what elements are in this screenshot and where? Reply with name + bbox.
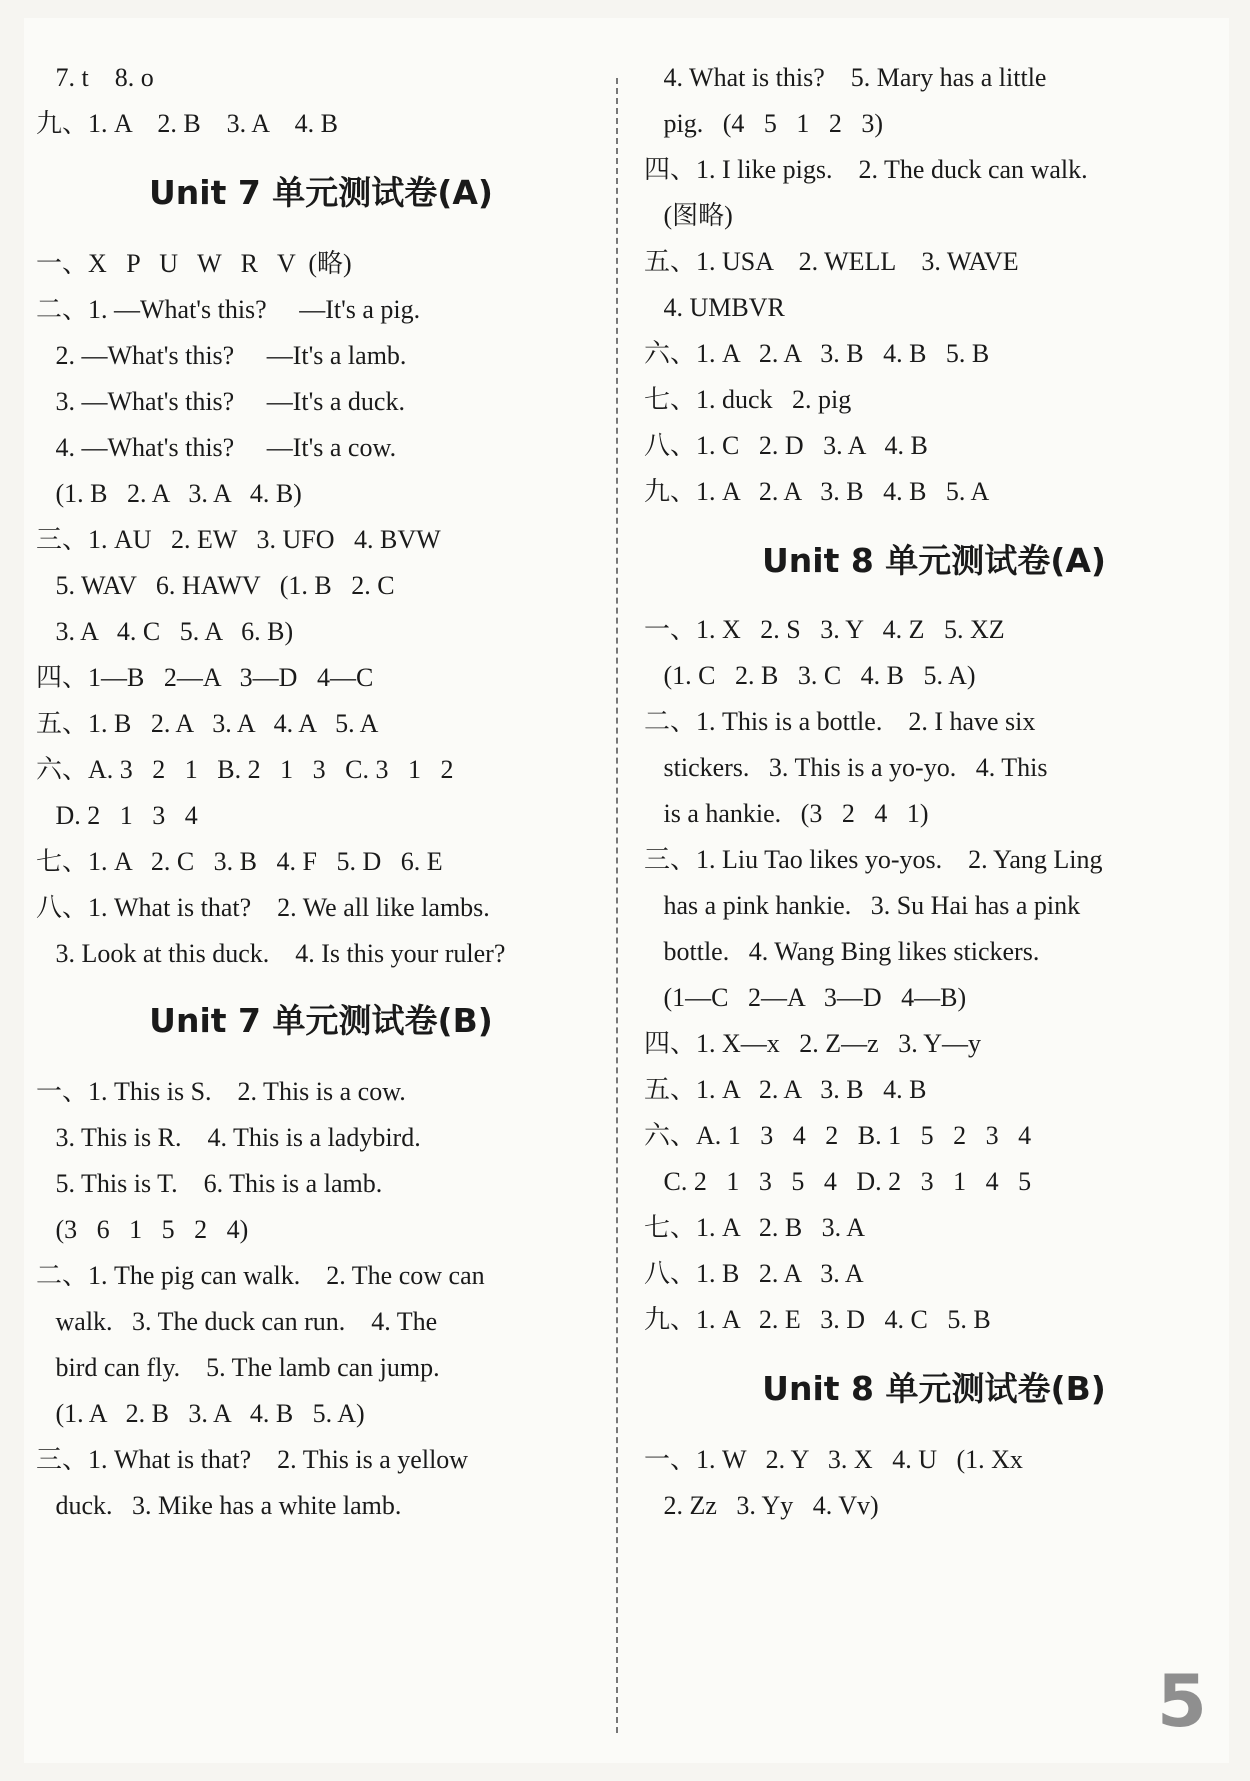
page-number: 5 [1156, 1659, 1207, 1743]
answer-line: 四、1—B 2—A 3—D 4—C [36, 663, 374, 692]
answer-line: 九、1. A 2. A 3. B 4. B 5. A [644, 477, 990, 506]
answer-line: duck. 3. Mike has a white lamb. [36, 1491, 402, 1520]
answer-line: 七、1. A 2. B 3. A [644, 1213, 866, 1242]
answer-line: 一、1. X 2. S 3. Y 4. Z 5. XZ [644, 615, 1005, 644]
answer-line: has a pink hankie. 3. Su Hai has a pink [644, 891, 1081, 920]
answer-line: 六、A. 3 2 1 B. 2 1 3 C. 3 1 2 [36, 755, 454, 784]
answer-line: 五、1. USA 2. WELL 3. WAVE [644, 247, 1019, 276]
answer-line: (1. A 2. B 3. A 4. B 5. A) [36, 1399, 365, 1428]
answer-line: 五、1. A 2. A 3. B 4. B [644, 1075, 927, 1104]
answer-line: 八、1. What is that? 2. We all like lambs. [36, 893, 490, 922]
answer-line: 5. This is T. 6. This is a lamb. [36, 1169, 383, 1198]
column-divider [616, 78, 618, 1733]
answer-line: 3. Look at this duck. 4. Is this your ruler? [36, 939, 506, 968]
answer-line: 一、1. This is S. 2. This is a cow. [36, 1077, 406, 1106]
answer-line: is a hankie. (3 2 4 1) [644, 799, 929, 828]
unit-heading: Unit 8 单元测试卷(B) [762, 1369, 1106, 1408]
answer-line: 3. A 4. C 5. A 6. B) [36, 617, 294, 646]
answer-line: C. 2 1 3 5 4 D. 2 3 1 4 5 [644, 1167, 1032, 1196]
answer-line: (1. C 2. B 3. C 4. B 5. A) [644, 661, 976, 690]
answer-line: 九、1. A 2. B 3. A 4. B [36, 109, 338, 138]
answer-line: 九、1. A 2. E 3. D 4. C 5. B [644, 1305, 991, 1334]
unit-heading: Unit 7 单元测试卷(A) [148, 173, 494, 212]
answer-line: D. 2 1 3 4 [36, 801, 198, 830]
answer-line: 七、1. A 2. C 3. B 4. F 5. D 6. E [36, 847, 443, 876]
answer-line: 八、1. B 2. A 3. A [644, 1259, 864, 1288]
answer-line: bird can fly. 5. The lamb can jump. [36, 1353, 440, 1382]
answer-line: 五、1. B 2. A 3. A 4. A 5. A [36, 709, 379, 738]
answer-line: walk. 3. The duck can run. 4. The [36, 1307, 438, 1336]
answer-line: 一、1. W 2. Y 3. X 4. U (1. Xx [644, 1445, 1023, 1474]
answer-line: 三、1. What is that? 2. This is a yellow [36, 1445, 469, 1474]
answer-line: 2. —What's this? —It's a lamb. [36, 341, 407, 370]
answer-line: 2. Zz 3. Yy 4. Vv) [644, 1491, 879, 1520]
answer-line: 4. —What's this? —It's a cow. [36, 433, 397, 462]
answer-line: 八、1. C 2. D 3. A 4. B [644, 431, 928, 460]
answer-line: bottle. 4. Wang Bing likes stickers. [644, 937, 1040, 966]
answer-page [24, 18, 1229, 1763]
answer-line: (1—C 2—A 3—D 4—B) [644, 983, 967, 1012]
answer-line: stickers. 3. This is a yo-yo. 4. This [644, 753, 1048, 782]
answer-line: 7. t 8. o [36, 63, 154, 92]
answer-line: 二、1. The pig can walk. 2. The cow can [36, 1261, 485, 1290]
answer-line: 四、1. X—x 2. Z—z 3. Y—y [644, 1029, 982, 1058]
answer-line: 3. —What's this? —It's a duck. [36, 387, 405, 416]
answer-line: 六、A. 1 3 4 2 B. 1 5 2 3 4 [644, 1121, 1032, 1150]
answer-line: 七、1. duck 2. pig [644, 385, 852, 414]
answer-line: 六、1. A 2. A 3. B 4. B 5. B [644, 339, 990, 368]
answer-line: 4. UMBVR [644, 293, 785, 322]
answer-line: 三、1. AU 2. EW 3. UFO 4. BVW [36, 525, 441, 554]
unit-heading: Unit 8 单元测试卷(A) [761, 541, 1107, 580]
answer-line: 5. WAV 6. HAWV (1. B 2. C [36, 571, 395, 600]
answer-line: 三、1. Liu Tao likes yo-yos. 2. Yang Ling [644, 845, 1103, 874]
answer-line: (1. B 2. A 3. A 4. B) [36, 479, 302, 508]
answer-line: 3. This is R. 4. This is a ladybird. [36, 1123, 421, 1152]
answer-line: 二、1. This is a bottle. 2. I have six [644, 707, 1036, 736]
answer-line: pig. (4 5 1 2 3) [644, 109, 884, 138]
answer-line: 4. What is this? 5. Mary has a little [644, 63, 1047, 92]
unit-heading: Unit 7 单元测试卷(B) [149, 1001, 493, 1040]
answer-line: 四、1. I like pigs. 2. The duck can walk. [644, 155, 1088, 184]
answer-line: (3 6 1 5 2 4) [36, 1215, 249, 1244]
answer-line: 二、1. —What's this? —It's a pig. [36, 295, 421, 324]
answer-line: 一、X P U W R V (略) [36, 249, 352, 278]
answer-line: (图略) [644, 201, 733, 230]
